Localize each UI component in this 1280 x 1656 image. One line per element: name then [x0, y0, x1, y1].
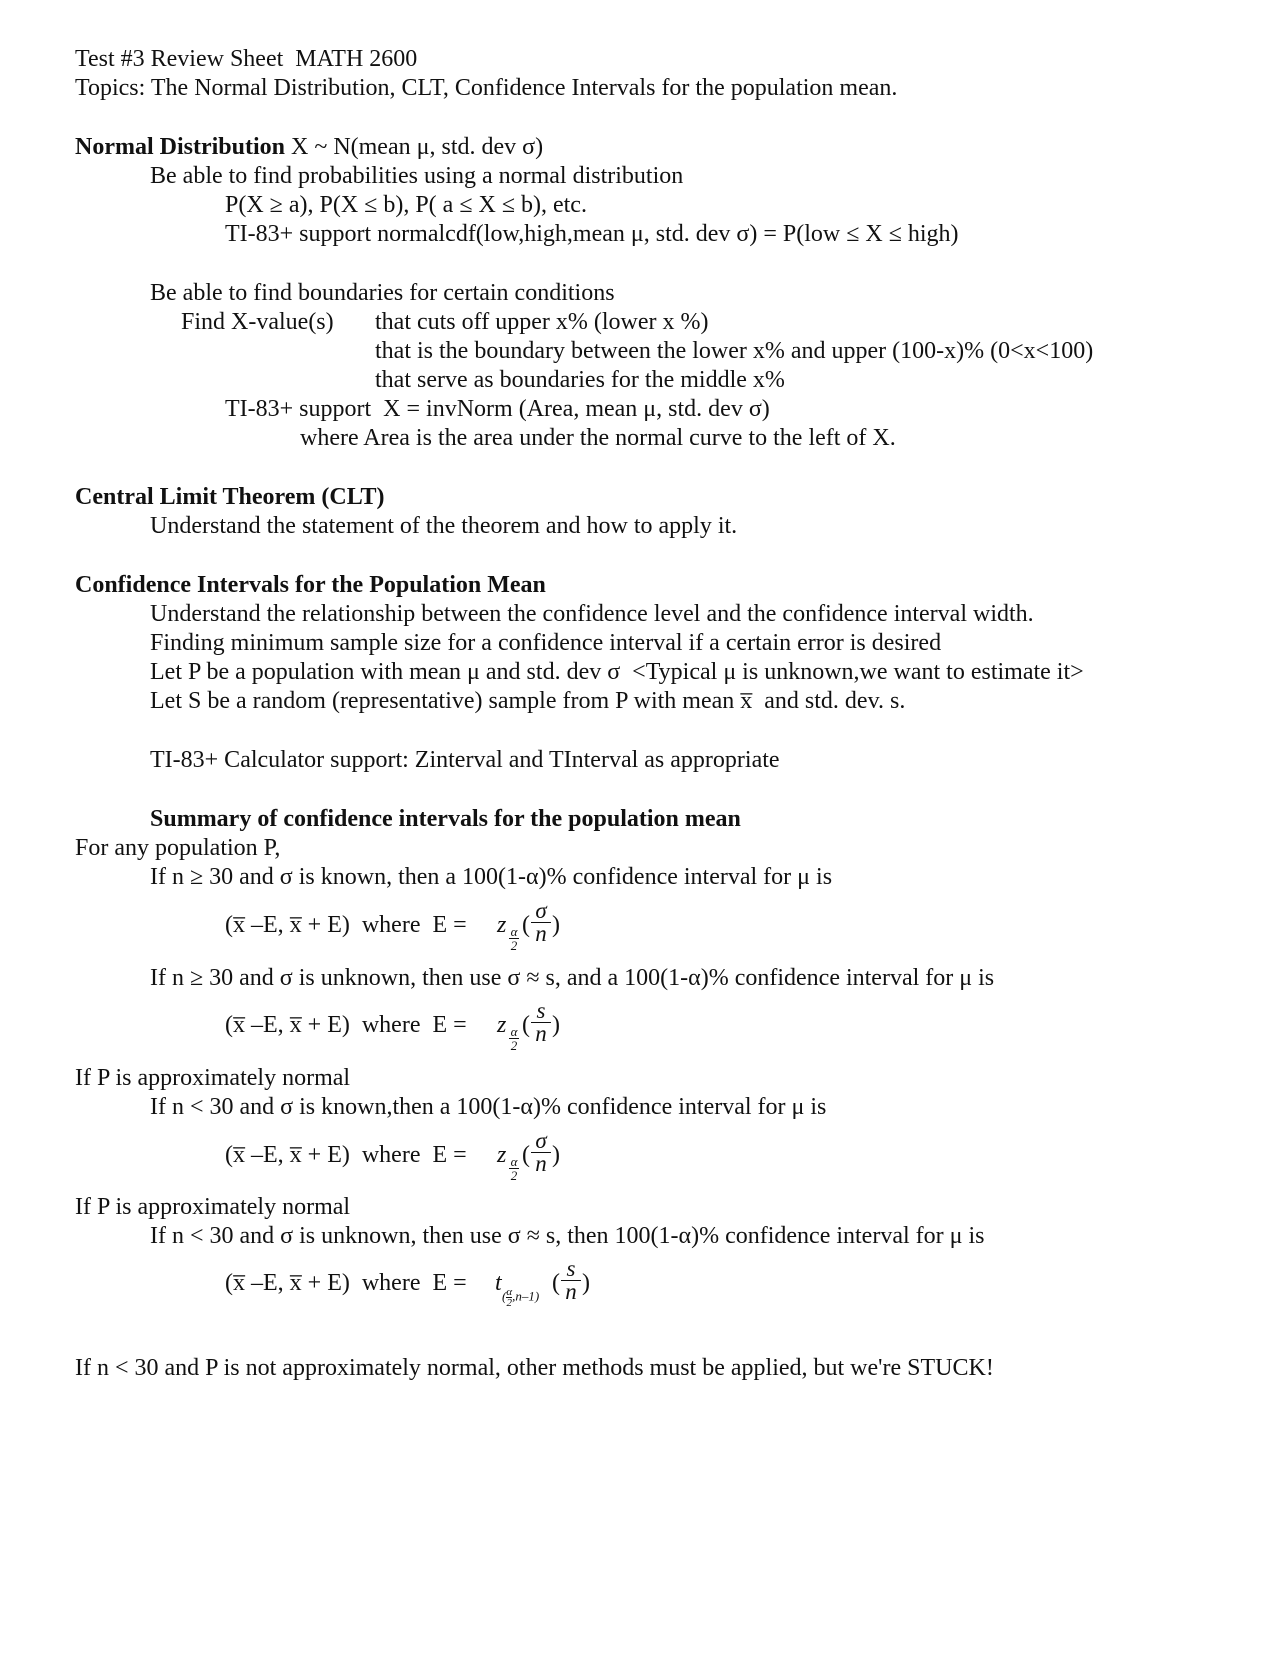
z-symbol: z — [497, 1142, 507, 1168]
probability-examples: P(X ≥ a), P(X ≤ b), P( a ≤ X ≤ b), etc. — [225, 192, 587, 218]
summary-heading: Summary of confidence intervals for the population mean — [150, 806, 741, 832]
n-symbol: n — [535, 1151, 547, 1176]
approx-normal-line-2: If P is approximately normal — [75, 1194, 351, 1220]
right-paren: ) — [552, 1012, 560, 1038]
s-symbol: s — [536, 998, 546, 1023]
condition-middle: that serve as boundaries for the middle x% — [375, 367, 785, 393]
where-area-line: where Area is the area under the normal curve to the left of X. — [300, 425, 896, 451]
formula-case4 — [225, 1256, 645, 1312]
formula-case1 — [225, 898, 645, 954]
right-paren: ) — [552, 1142, 560, 1168]
sigma-symbol: σ — [535, 1128, 547, 1153]
formula-interval: (x̅ –E, x̅ + E) where E = — [225, 912, 473, 938]
ci-population-def: Let P be a population with mean μ and std. dev σ <Typical μ is unknown,we want to estimate it> — [150, 659, 1084, 685]
ci-sample-size: Finding minimum sample size for a confidence interval if a certain error is desired — [150, 630, 942, 656]
ci-sample-def: Let S be a random (representative) sample from P with mean x̅ and std. dev. s. — [150, 688, 906, 714]
alpha-over-two — [508, 1155, 520, 1182]
t-symbol: t — [495, 1270, 502, 1296]
ci-ti-support: TI-83+ Calculator support: Zinterval and TInterval as appropriate — [150, 747, 780, 773]
s-over-n — [560, 1258, 582, 1303]
formula-interval: (x̅ –E, x̅ + E) where E = — [225, 1142, 473, 1168]
alpha-over-two — [508, 1025, 520, 1052]
right-paren: ) — [582, 1270, 590, 1296]
n-symbol: n — [565, 1279, 577, 1304]
alpha-symbol: α — [510, 1024, 518, 1039]
sigma-over-n — [530, 1130, 552, 1175]
ti-invnorm-line: TI-83+ support X = invNorm (Area, mean μ, std. dev σ) — [225, 396, 770, 422]
condition-upper-lower: that cuts off upper x% (lower x %) — [375, 309, 709, 335]
formula-interval: (x̅ –E, x̅ + E) where E = — [225, 1012, 473, 1038]
any-population-line: For any population P, — [75, 835, 281, 861]
case4-condition: If n < 30 and σ is unknown, then use σ ≈ s, then 100(1-α)% confidence interval for μ is — [150, 1223, 985, 1249]
clt-text: Understand the statement of the theorem and how to apply it. — [150, 513, 738, 539]
alpha-over-two — [508, 925, 520, 952]
formula-interval: (x̅ –E, x̅ + E) where E = — [225, 1270, 473, 1296]
s-symbol: s — [566, 1256, 576, 1281]
normal-heading: Normal Distribution — [75, 134, 285, 160]
ci-heading: Confidence Intervals for the Population Mean — [75, 572, 546, 598]
left-paren: ( — [552, 1270, 560, 1296]
alpha-symbol: α — [510, 1154, 518, 1169]
right-paren: ) — [552, 912, 560, 938]
left-paren: ( — [522, 1142, 530, 1168]
document-title: Test #3 Review Sheet MATH 2600 — [75, 46, 418, 72]
condition-boundary: that is the boundary between the lower x% and upper (100-x)% (0<x<100) — [375, 338, 1094, 364]
sigma-over-n — [530, 900, 552, 945]
case3-condition: If n < 30 and σ is known,then a 100(1-α)% confidence interval for μ is — [150, 1094, 827, 1120]
approx-normal-line-1: If P is approximately normal — [75, 1065, 351, 1091]
t-sub-degrees: ,n–1) — [512, 1288, 540, 1304]
ti-normalcdf-line: TI-83+ support normalcdf(low,high,mean μ, std. dev σ) = P(low ≤ X ≤ high) — [225, 221, 959, 247]
two-symbol: 2 — [510, 938, 518, 953]
t-sub-open-paren: ( — [502, 1288, 507, 1304]
s-over-n — [530, 1000, 552, 1045]
alpha-symbol: α — [510, 924, 518, 939]
topics-line: Topics: The Normal Distribution, CLT, Confidence Intervals for the population mean. — [75, 75, 898, 101]
z-symbol: z — [497, 1012, 507, 1038]
left-paren: ( — [522, 912, 530, 938]
case1-condition: If n ≥ 30 and σ is known, then a 100(1-α)% confidence interval for μ is — [150, 864, 833, 890]
stuck-line: If n < 30 and P is not approximately normal, other methods must be applied, but we're STUCK! — [75, 1355, 994, 1381]
case2-condition: If n ≥ 30 and σ is unknown, then use σ ≈ s, and a 100(1-α)% confidence interval for μ is — [150, 965, 995, 991]
t-subscript — [502, 1287, 539, 1308]
formula-case3 — [225, 1128, 645, 1184]
formula-case2 — [225, 998, 645, 1054]
two-symbol: 2 — [510, 1168, 518, 1183]
left-paren: ( — [522, 1012, 530, 1038]
two-symbol: 2 — [506, 1297, 512, 1309]
normal-heading-notation: X ~ N(mean μ, std. dev σ) — [285, 134, 544, 160]
find-boundaries-line: Be able to find boundaries for certain conditions — [150, 280, 615, 306]
find-probabilities-line: Be able to find probabilities using a normal distribution — [150, 163, 684, 189]
sigma-symbol: σ — [535, 898, 547, 923]
alpha-symbol: α — [506, 1286, 513, 1298]
clt-heading: Central Limit Theorem (CLT) — [75, 484, 385, 510]
ci-relationship: Understand the relationship between the confidence level and the confidence interval width. — [150, 601, 1034, 627]
find-xvalue-label: Find X-value(s) — [181, 309, 334, 335]
n-symbol: n — [535, 1021, 547, 1046]
two-symbol: 2 — [510, 1038, 518, 1053]
n-symbol: n — [535, 921, 547, 946]
z-symbol: z — [497, 912, 507, 938]
normal-heading-line — [75, 132, 543, 162]
